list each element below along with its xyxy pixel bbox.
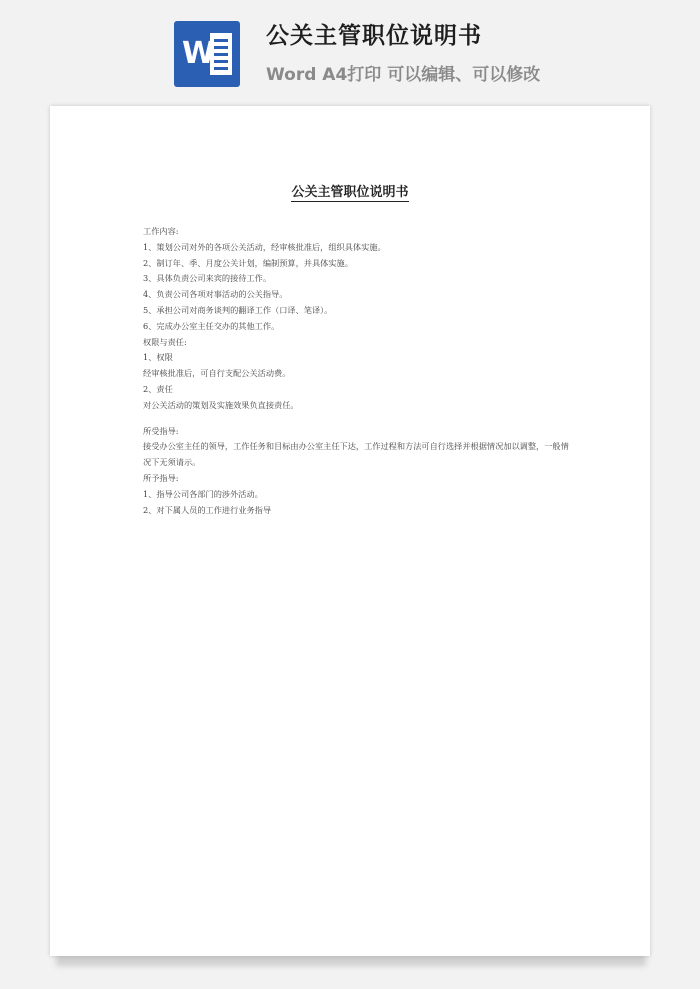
work-item: 4、负责公司各项对事活动的公关指导。	[143, 289, 288, 300]
paragraph-gap	[143, 414, 573, 424]
supervise-item: 1、指导公司各部门的涉外活动。	[143, 488, 263, 499]
work-item: 2、制订年、季、月度公关计划，编制预算，并具体实施。	[143, 257, 353, 268]
document-title-text: 公关主管职位说明书	[291, 185, 409, 200]
work-item: 1、策划公司对外的各项公关活动，经审核批准后，组织具体实施。	[143, 241, 386, 252]
responsibility-label: 2、责任	[143, 383, 173, 394]
work-content-heading: 工作内容:	[143, 226, 179, 236]
header-title: 公关主管职位说明书	[266, 23, 482, 49]
supervise-heading: 所予指导:	[143, 472, 179, 483]
authority-text: 经审核批准后，可自行支配公关活动费。	[143, 368, 291, 379]
word-icon	[174, 21, 240, 87]
word-letter: W	[182, 36, 216, 71]
supervise-item: 2、对下属人员的工作进行业务指导	[143, 504, 272, 515]
work-item: 3、具体负责公司来宾的接待工作。	[143, 273, 272, 284]
authority-heading: 权限与责任:	[143, 336, 187, 347]
document-body	[143, 224, 573, 518]
header-subtitle: Word A4打印 可以编辑、可以修改	[266, 65, 541, 85]
document-title	[50, 181, 650, 200]
supervised-by-heading: 所受指导:	[143, 425, 179, 436]
authority-label: 1、权限	[143, 352, 173, 363]
work-item: 6、完成办公室主任交办的其他工作。	[143, 320, 280, 331]
supervised-by-text: 接受办公室主任的领导，工作任务和目标由办公室主任下达，工作过程和方法可自行选择并根据情况加以调整，一般情况下无须请示。	[143, 441, 569, 468]
work-item: 5、承担公司对商务谈判的翻译工作（口译、笔译）。	[143, 304, 333, 315]
responsibility-text: 对公关活动的策划及实施效果负直接责任。	[143, 399, 299, 410]
document-page	[50, 106, 650, 956]
header-banner	[0, 0, 700, 100]
